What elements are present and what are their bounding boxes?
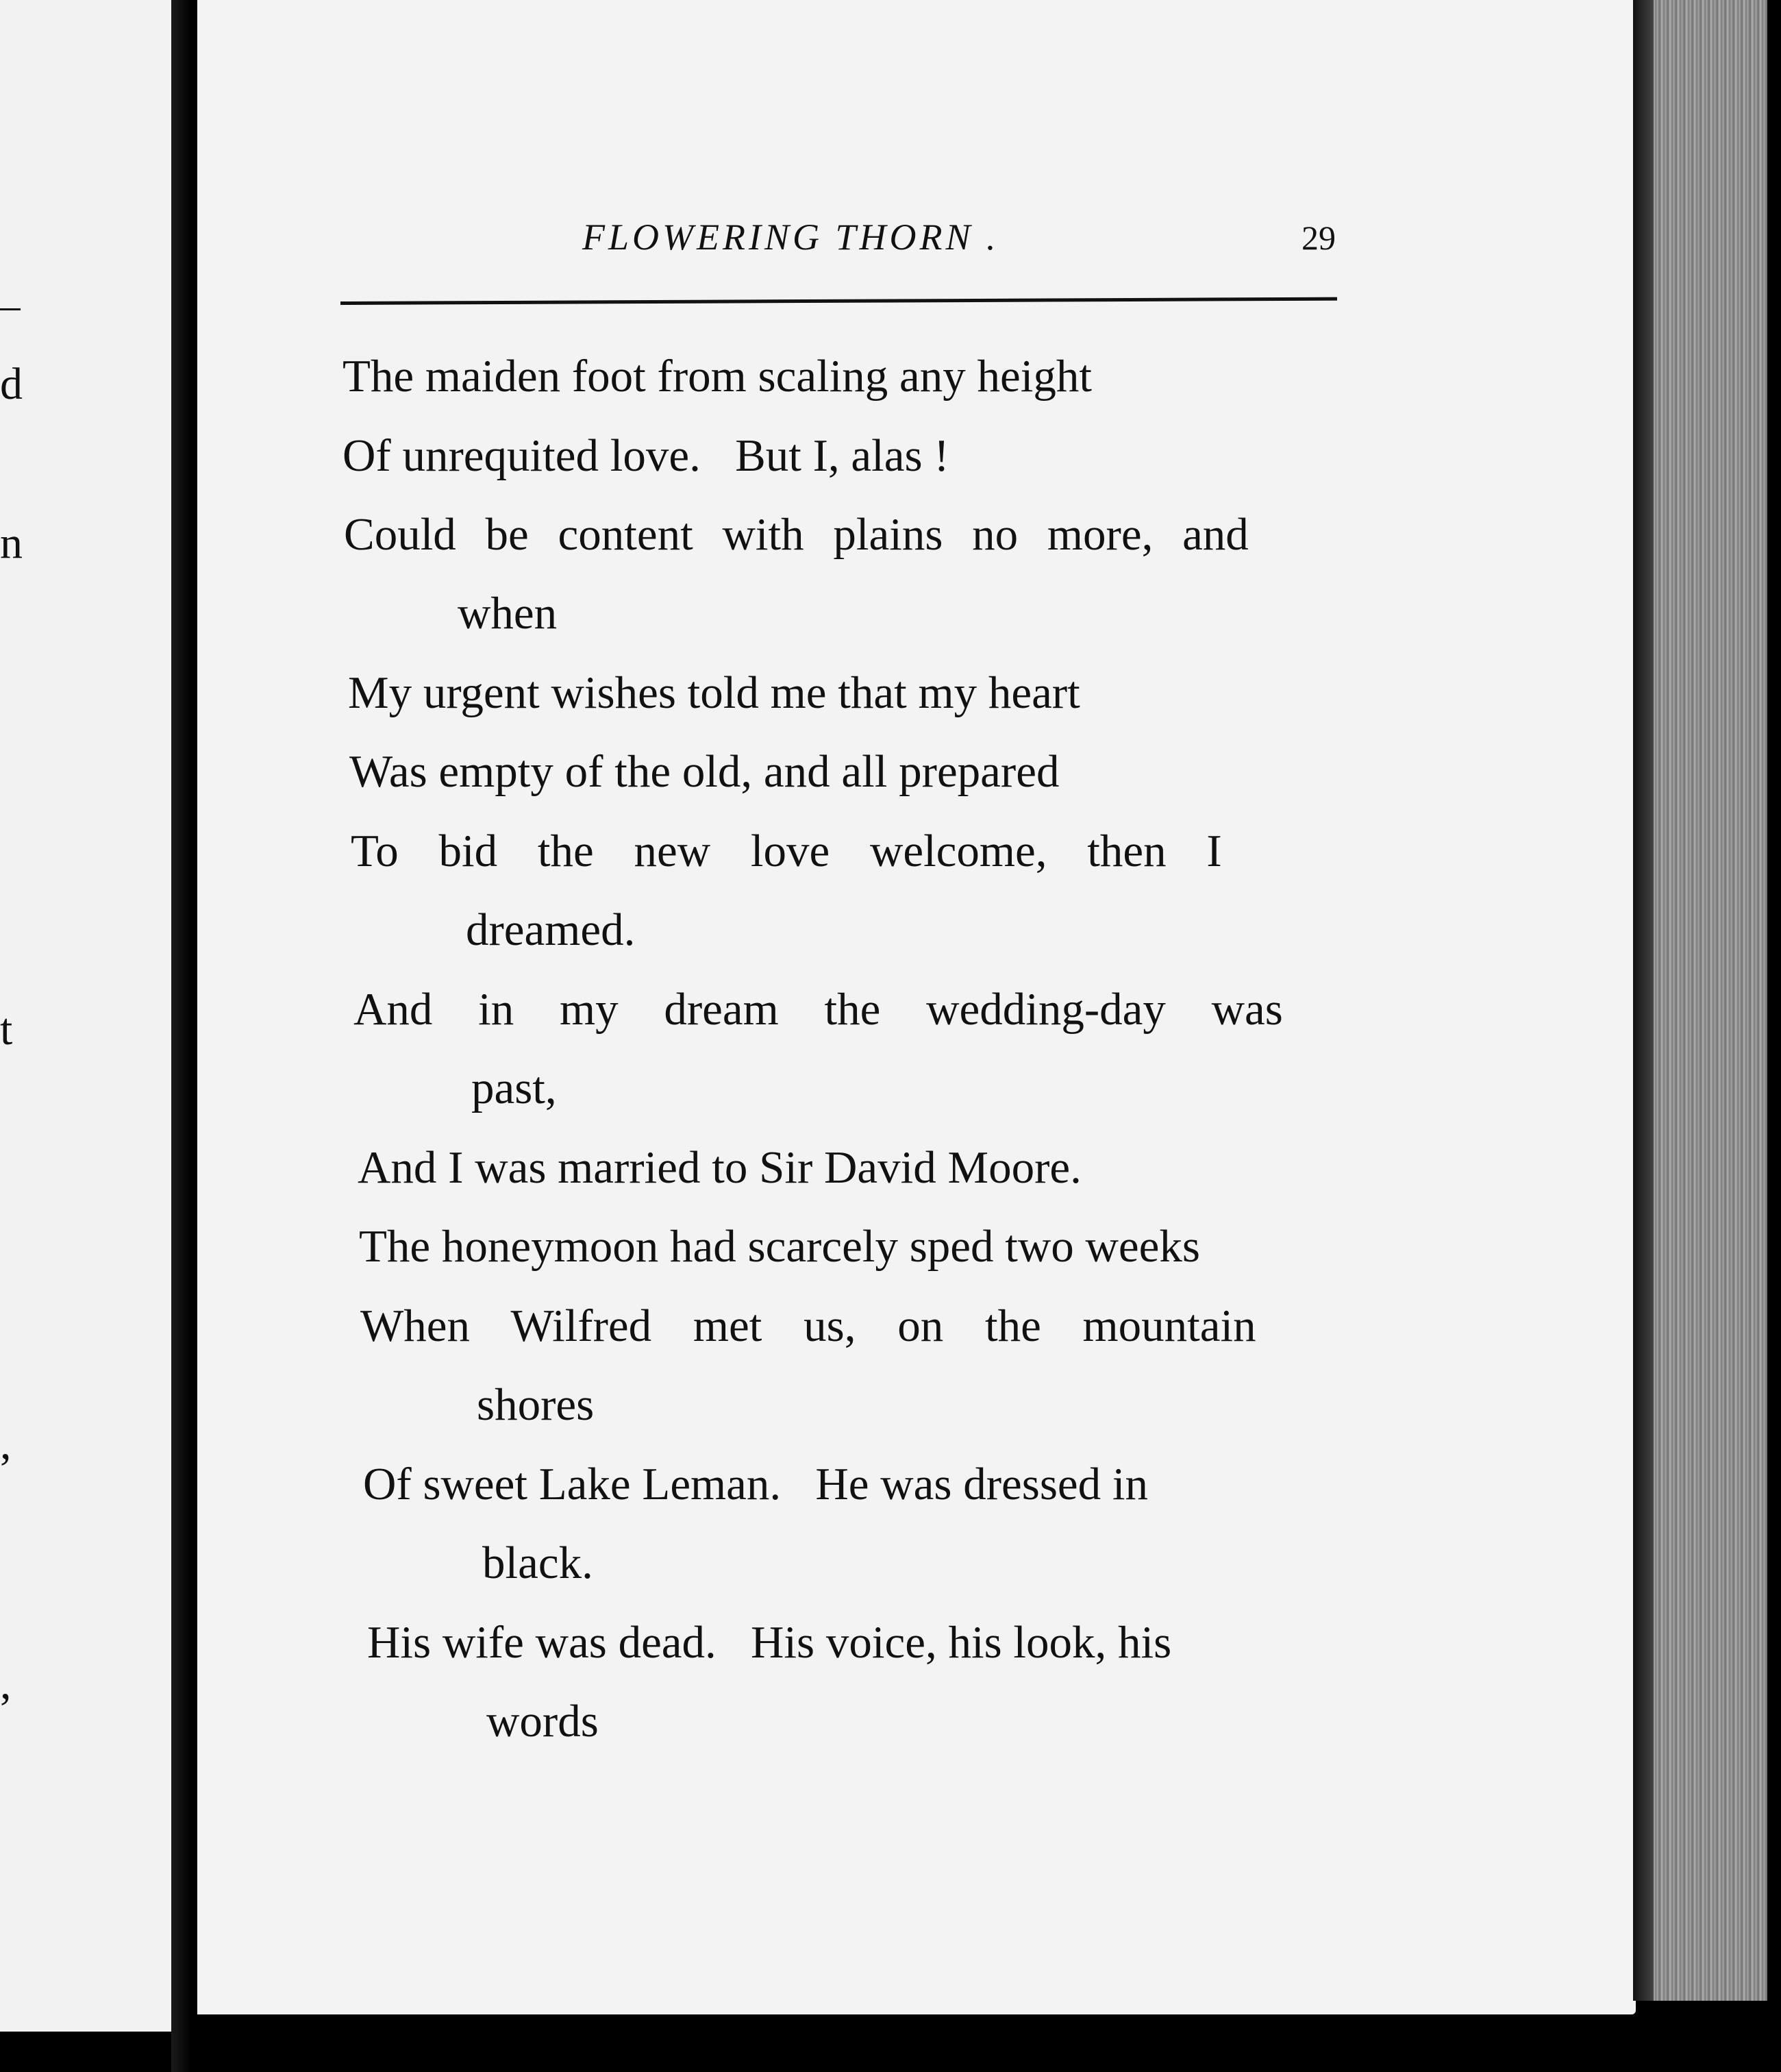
- poem-line-continuation: when: [458, 588, 558, 639]
- page-edge-shadow: [1633, 0, 1654, 2001]
- poem-line: Was empty of the old, and all prepared: [349, 746, 1060, 797]
- poem-line: His wife was dead. His voice, his look, his: [367, 1617, 1172, 1668]
- poem-line: When Wilfred met us, on the mountain: [360, 1300, 1256, 1351]
- left-page-fragment: [0, 0, 171, 2032]
- poem-line: To bid the new love welcome, then I: [351, 826, 1222, 876]
- left-edge-char: t: [0, 1004, 13, 1054]
- left-page-rule: [0, 308, 21, 310]
- left-edge-char: n: [0, 518, 23, 568]
- left-edge-char: ,: [0, 1419, 12, 1469]
- running-title: FLOWERING THORN .: [582, 217, 999, 258]
- poem-line: And in my dream the wedding-day was: [353, 984, 1283, 1035]
- poem-line-continuation: dreamed.: [466, 904, 636, 955]
- poem-line: Of unrequited love. But I, alas !: [342, 430, 949, 481]
- poem-line: Could be content with plains no more, and: [344, 509, 1249, 560]
- poem-line: And I was married to Sir David Moore.: [358, 1142, 1082, 1193]
- poem-line: My urgent wishes told me that my heart: [348, 667, 1080, 718]
- left-edge-char: d: [0, 359, 23, 409]
- poem-line: The honeymoon had scarcely sped two weeks: [359, 1221, 1200, 1272]
- poem-line-continuation: past,: [471, 1063, 557, 1113]
- poem-line-continuation: shores: [477, 1379, 595, 1430]
- poem-line: Of sweet Lake Leman. He was dressed in: [363, 1459, 1149, 1509]
- page-number: 29: [1302, 219, 1336, 257]
- poem-line-continuation: black.: [482, 1538, 593, 1588]
- gutter-shadow: [171, 0, 192, 2072]
- poem-line-continuation: words: [486, 1696, 599, 1747]
- poem-line: The maiden foot from scaling any height: [342, 351, 1093, 402]
- left-edge-char: ,: [0, 1659, 12, 1709]
